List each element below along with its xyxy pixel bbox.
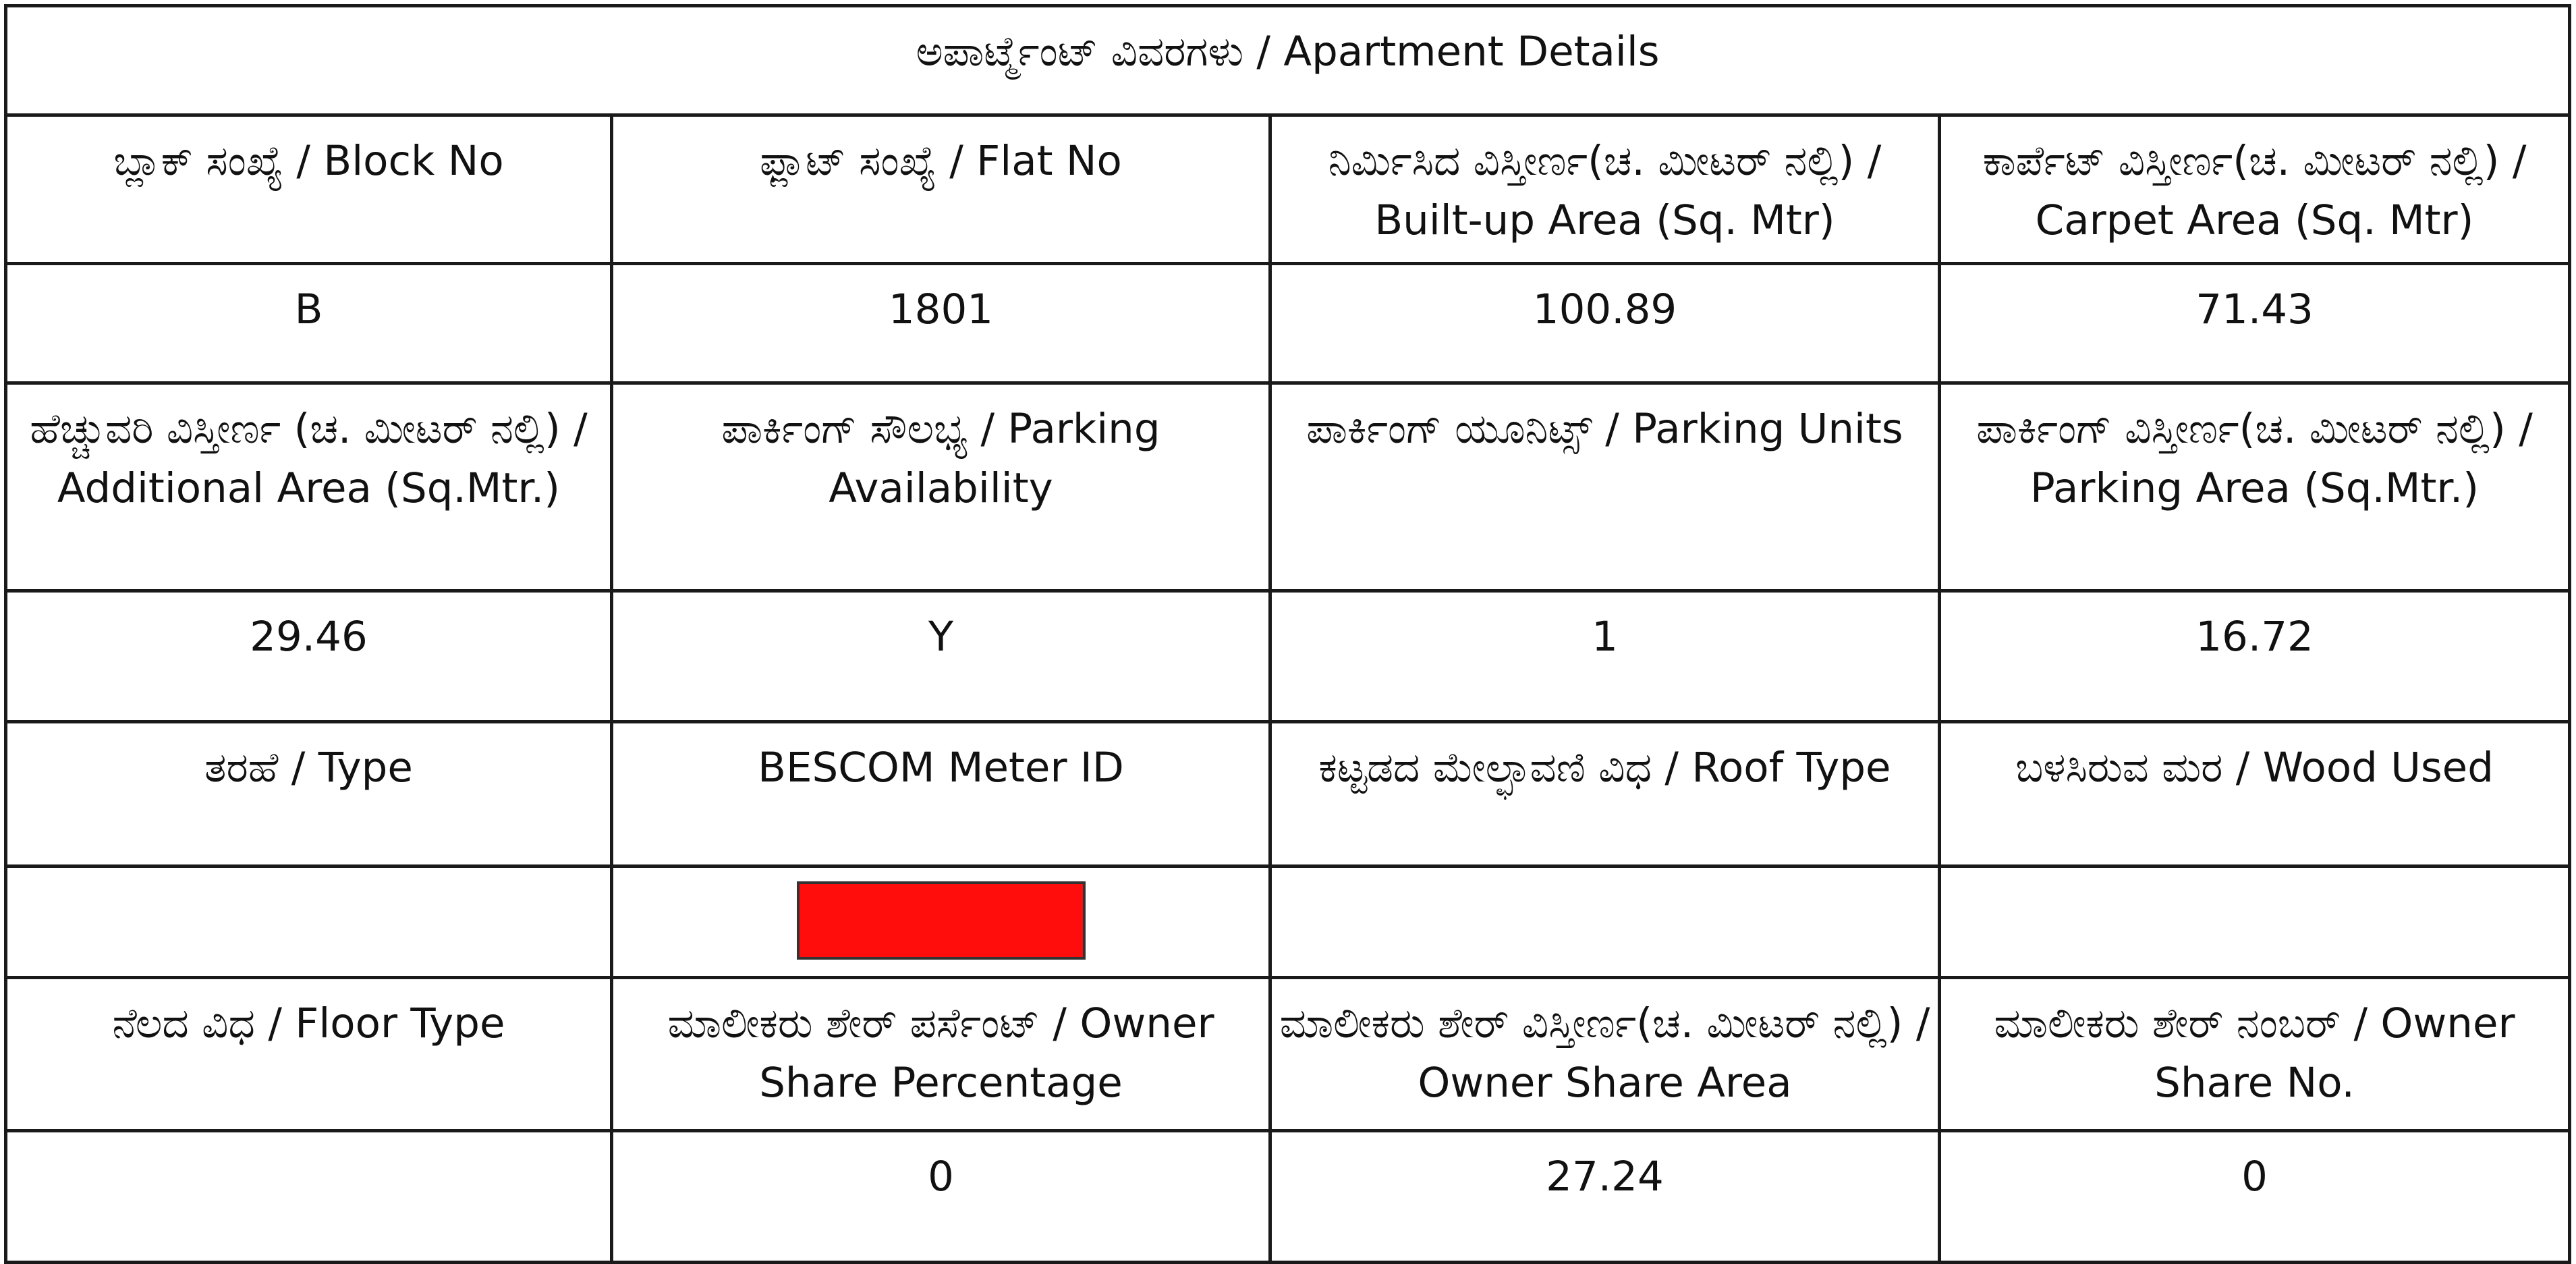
block-no-header: ಬ್ಲಾಕ್ ಸಂಖ್ಯೆ / Block No xyxy=(6,115,612,264)
redaction-box xyxy=(797,881,1086,960)
owner-share-no-value: 0 xyxy=(1940,1131,2570,1263)
carpet-area-header: ಕಾರ್ಪೆಟ್ ವಿಸ್ತೀರ್ಣ(ಚ. ಮೀಟರ್ ನಲ್ಲಿ) / Carpet Area (Sq. Mtr) xyxy=(1940,115,2570,264)
value-row xyxy=(6,867,2570,978)
table-title: ಅಪಾರ್ಟ್ಮೆಂಟ್ ವಿವರಗಳು / Apartment Details xyxy=(6,6,2570,115)
parking-units-header: ಪಾರ್ಕಿಂಗ್ ಯೂನಿಟ್ಸ್ / Parking Units xyxy=(1270,383,1940,591)
wood-used-header: ಬಳಸಿರುವ ಮರ / Wood Used xyxy=(1940,722,2570,867)
type-value xyxy=(6,867,612,978)
owner-share-no-header: ಮಾಲೀಕರು ಶೇರ್ ನಂಬರ್ / Owner Share No. xyxy=(1940,978,2570,1131)
block-no-value: B xyxy=(6,264,612,383)
owner-share-area-header: ಮಾಲೀಕರು ಶೇರ್ ವಿಸ್ತೀರ್ಣ(ಚ. ಮೀಟರ್ ನಲ್ಲಿ) / Owner Share Area xyxy=(1270,978,1940,1131)
parking-area-header: ಪಾರ್ಕಿಂಗ್ ವಿಸ್ತೀರ್ಣ(ಚ. ಮೀಟರ್ ನಲ್ಲಿ) / Parking Area (Sq.Mtr.) xyxy=(1940,383,2570,591)
floor-type-value xyxy=(6,1131,612,1263)
owner-share-percentage-header: ಮಾಲೀಕರು ಶೇರ್ ಪರ್ಸೆಂಟ್ / Owner Share Percentage xyxy=(612,978,1270,1131)
apartment-details-table xyxy=(4,4,2571,1264)
built-up-area-header: ನಿರ್ಮಿಸಿದ ವಿಸ್ತೀರ್ಣ(ಚ. ಮೀಟರ್ ನಲ್ಲಿ) / Built-up Area (Sq. Mtr) xyxy=(1270,115,1940,264)
additional-area-header: ಹೆಚ್ಚುವರಿ ವಿಸ್ತೀರ್ಣ (ಚ. ಮೀಟರ್ ನಲ್ಲಿ) / Additional Area (Sq.Mtr.) xyxy=(6,383,612,591)
roof-type-header: ಕಟ್ಟಡದ ಮೇಲ್ಛಾವಣಿ ವಿಧ / Roof Type xyxy=(1270,722,1940,867)
additional-area-value: 29.46 xyxy=(6,591,612,722)
table-title-row xyxy=(6,6,2570,115)
header-row xyxy=(6,722,2570,867)
bescom-meter-id-value xyxy=(612,867,1270,978)
header-row xyxy=(6,383,2570,591)
parking-availability-header: ಪಾರ್ಕಿಂಗ್ ಸೌಲಭ್ಯ / Parking Availability xyxy=(612,383,1270,591)
value-row xyxy=(6,1131,2570,1263)
header-row xyxy=(6,978,2570,1131)
value-row xyxy=(6,591,2570,722)
built-up-area-value: 100.89 xyxy=(1270,264,1940,383)
owner-share-area-value: 27.24 xyxy=(1270,1131,1940,1263)
type-header: ತರಹೆ / Type xyxy=(6,722,612,867)
roof-type-value xyxy=(1270,867,1940,978)
parking-availability-value: Y xyxy=(612,591,1270,722)
bescom-meter-id-header: BESCOM Meter ID xyxy=(612,722,1270,867)
flat-no-header: ಫ್ಲಾಟ್ ಸಂಖ್ಯೆ / Flat No xyxy=(612,115,1270,264)
header-row xyxy=(6,115,2570,264)
carpet-area-value: 71.43 xyxy=(1940,264,2570,383)
floor-type-header: ನೆಲದ ವಿಧ / Floor Type xyxy=(6,978,612,1131)
parking-area-value: 16.72 xyxy=(1940,591,2570,722)
value-row xyxy=(6,264,2570,383)
parking-units-value: 1 xyxy=(1270,591,1940,722)
owner-share-percentage-value: 0 xyxy=(612,1131,1270,1263)
wood-used-value xyxy=(1940,867,2570,978)
flat-no-value: 1801 xyxy=(612,264,1270,383)
